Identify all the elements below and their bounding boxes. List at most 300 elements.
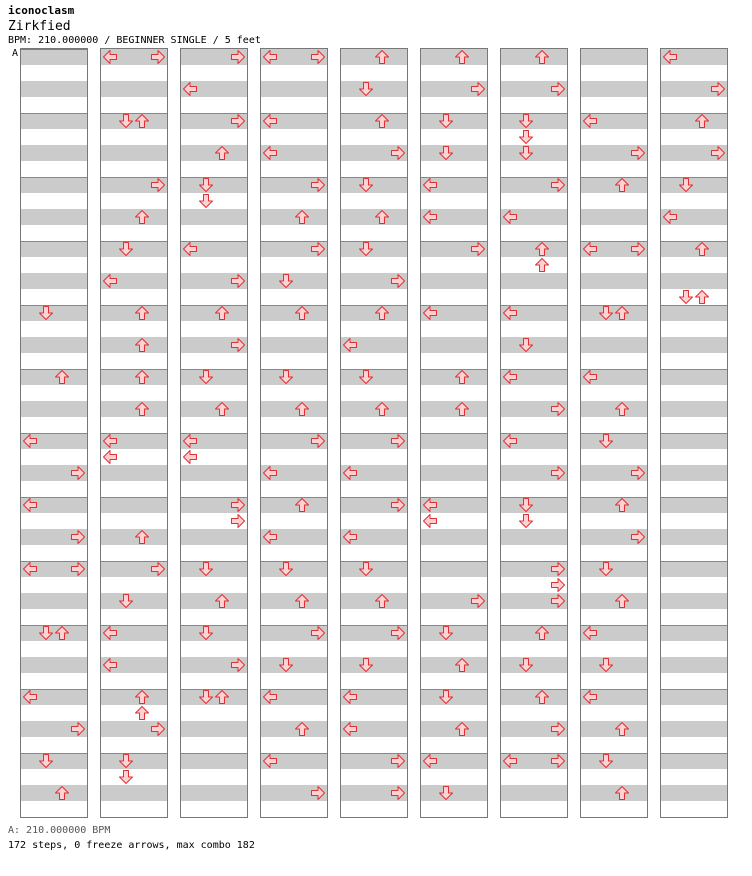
measure — [181, 177, 247, 241]
chart-column — [20, 48, 88, 818]
arrow-down-icon — [278, 561, 294, 577]
measure — [661, 753, 727, 817]
measure — [341, 177, 407, 241]
measure — [501, 753, 567, 817]
footer-bpm: A: 210.000000 BPM — [8, 825, 111, 836]
measure — [341, 753, 407, 817]
arrow-left-icon — [102, 657, 118, 673]
measure — [261, 689, 327, 753]
measure — [421, 177, 487, 241]
chart-column — [180, 48, 248, 818]
measure — [661, 497, 727, 561]
arrow-left-icon — [182, 81, 198, 97]
measure — [421, 625, 487, 689]
arrow-down-icon — [518, 513, 534, 529]
beat-band — [101, 497, 167, 513]
arrow-up-icon — [694, 289, 710, 305]
arrow-right-icon — [550, 401, 566, 417]
chart-column — [340, 48, 408, 818]
measure-line — [581, 433, 647, 434]
measure-line — [581, 753, 647, 754]
beat-band — [341, 81, 407, 97]
arrow-left-icon — [582, 241, 598, 257]
arrow-right-icon — [550, 177, 566, 193]
measure — [101, 49, 167, 113]
arrow-right-icon — [470, 593, 486, 609]
measure-line — [21, 753, 87, 754]
measure — [261, 753, 327, 817]
arrow-up-icon — [614, 401, 630, 417]
arrow-down-icon — [598, 561, 614, 577]
arrow-up-icon — [134, 401, 150, 417]
arrow-right-icon — [310, 177, 326, 193]
beat-band — [341, 657, 407, 673]
beat-band — [21, 401, 87, 417]
measure-line — [21, 241, 87, 242]
measure — [261, 497, 327, 561]
measure — [181, 689, 247, 753]
arrow-down-icon — [518, 497, 534, 513]
arrow-up-icon — [214, 593, 230, 609]
arrow-right-icon — [630, 529, 646, 545]
measure-line — [661, 753, 727, 754]
measure — [501, 497, 567, 561]
arrow-right-icon — [630, 145, 646, 161]
measure — [581, 369, 647, 433]
measure — [661, 305, 727, 369]
arrow-up-icon — [134, 305, 150, 321]
arrow-up-icon — [294, 401, 310, 417]
measure — [21, 177, 87, 241]
arrow-right-icon — [470, 241, 486, 257]
arrow-up-icon — [374, 113, 390, 129]
measure — [421, 689, 487, 753]
arrow-left-icon — [422, 305, 438, 321]
beat-band — [661, 785, 727, 801]
arrow-left-icon — [342, 721, 358, 737]
arrow-down-icon — [118, 769, 134, 785]
arrow-right-icon — [550, 561, 566, 577]
arrow-left-icon — [422, 513, 438, 529]
arrow-down-icon — [518, 145, 534, 161]
arrow-right-icon — [70, 465, 86, 481]
beat-band — [661, 305, 727, 321]
measure — [421, 369, 487, 433]
beat-band — [101, 241, 167, 257]
arrow-up-icon — [374, 305, 390, 321]
arrow-right-icon — [710, 145, 726, 161]
measure-line — [101, 497, 167, 498]
measure — [581, 625, 647, 689]
arrow-down-icon — [198, 689, 214, 705]
measure-line — [661, 177, 727, 178]
measure — [261, 241, 327, 305]
beat-band — [181, 625, 247, 641]
arrow-left-icon — [102, 49, 118, 65]
arrow-left-icon — [502, 433, 518, 449]
beat-band — [181, 209, 247, 225]
measure — [501, 241, 567, 305]
beat-band — [661, 561, 727, 577]
measure — [581, 497, 647, 561]
arrow-right-icon — [390, 753, 406, 769]
measure — [101, 625, 167, 689]
arrow-down-icon — [358, 561, 374, 577]
arrow-left-icon — [262, 145, 278, 161]
measure — [581, 241, 647, 305]
arrow-down-icon — [598, 753, 614, 769]
measure-line — [661, 433, 727, 434]
measure — [181, 241, 247, 305]
chart-column — [420, 48, 488, 818]
arrow-down-icon — [518, 129, 534, 145]
beat-band — [21, 177, 87, 193]
measure-line — [341, 561, 407, 562]
measure — [21, 433, 87, 497]
arrow-down-icon — [38, 625, 54, 641]
measure-line — [21, 177, 87, 178]
measure-line — [341, 241, 407, 242]
beat-band — [261, 561, 327, 577]
beat-band — [501, 273, 567, 289]
measure — [341, 305, 407, 369]
beat-band — [421, 433, 487, 449]
measure — [341, 241, 407, 305]
measure — [421, 753, 487, 817]
arrow-up-icon — [374, 401, 390, 417]
measure — [661, 49, 727, 113]
measure — [261, 305, 327, 369]
measure — [661, 369, 727, 433]
arrow-left-icon — [582, 369, 598, 385]
beat-band — [341, 561, 407, 577]
arrow-left-icon — [582, 625, 598, 641]
measure — [661, 561, 727, 625]
measure-line — [421, 561, 487, 562]
arrow-right-icon — [550, 577, 566, 593]
arrow-down-icon — [198, 193, 214, 209]
arrow-down-icon — [358, 657, 374, 673]
arrow-left-icon — [262, 689, 278, 705]
beat-band — [21, 305, 87, 321]
measure-line — [661, 561, 727, 562]
arrow-down-icon — [438, 625, 454, 641]
arrow-right-icon — [230, 273, 246, 289]
arrow-left-icon — [262, 753, 278, 769]
arrow-right-icon — [550, 465, 566, 481]
measure — [421, 49, 487, 113]
arrow-down-icon — [518, 657, 534, 673]
arrow-up-icon — [54, 369, 70, 385]
arrow-right-icon — [230, 513, 246, 529]
beat-band — [421, 529, 487, 545]
measure — [101, 689, 167, 753]
measure — [181, 625, 247, 689]
measure — [181, 49, 247, 113]
measure-line — [661, 625, 727, 626]
arrow-up-icon — [134, 337, 150, 353]
measure — [341, 49, 407, 113]
beat-band — [101, 753, 167, 769]
measure — [101, 753, 167, 817]
measure — [501, 177, 567, 241]
measure-line — [501, 497, 567, 498]
measure — [21, 113, 87, 177]
measure — [181, 497, 247, 561]
measure — [421, 497, 487, 561]
arrow-left-icon — [182, 241, 198, 257]
beat-band — [181, 465, 247, 481]
arrow-left-icon — [662, 209, 678, 225]
measure — [181, 433, 247, 497]
arrow-down-icon — [438, 689, 454, 705]
measure — [341, 369, 407, 433]
arrow-up-icon — [534, 625, 550, 641]
arrow-up-icon — [454, 369, 470, 385]
arrow-right-icon — [390, 497, 406, 513]
arrow-right-icon — [630, 465, 646, 481]
beat-band — [661, 721, 727, 737]
footer-stats: 172 steps, 0 freeze arrows, max combo 182 — [8, 840, 255, 851]
arrow-left-icon — [22, 497, 38, 513]
measure — [261, 561, 327, 625]
beat-band — [661, 753, 727, 769]
measure — [581, 753, 647, 817]
measure-line — [181, 753, 247, 754]
arrow-down-icon — [358, 177, 374, 193]
beat-band — [661, 465, 727, 481]
beat-band — [421, 689, 487, 705]
beat-band — [501, 113, 567, 129]
measure-line — [421, 433, 487, 434]
measure — [661, 625, 727, 689]
arrow-up-icon — [214, 305, 230, 321]
beat-band — [21, 241, 87, 257]
arrow-down-icon — [278, 657, 294, 673]
measure — [261, 49, 327, 113]
measure-line — [421, 113, 487, 114]
arrow-left-icon — [342, 689, 358, 705]
arrow-up-icon — [454, 657, 470, 673]
measure — [341, 497, 407, 561]
arrow-up-icon — [294, 721, 310, 737]
measure — [101, 369, 167, 433]
beat-band — [181, 753, 247, 769]
measure — [21, 689, 87, 753]
arrow-left-icon — [262, 49, 278, 65]
measure — [501, 689, 567, 753]
arrow-right-icon — [310, 625, 326, 641]
beat-band — [501, 145, 567, 161]
measure-line — [661, 369, 727, 370]
bpm-marker-label: A — [12, 48, 19, 59]
beat-band — [421, 113, 487, 129]
arrow-right-icon — [390, 273, 406, 289]
arrow-left-icon — [502, 753, 518, 769]
arrow-right-icon — [230, 49, 246, 65]
measure — [101, 497, 167, 561]
arrow-right-icon — [710, 81, 726, 97]
measure — [661, 177, 727, 241]
chart-column — [660, 48, 728, 818]
arrow-down-icon — [518, 113, 534, 129]
beat-band — [21, 209, 87, 225]
arrow-left-icon — [342, 465, 358, 481]
beat-band — [421, 625, 487, 641]
beat-band — [661, 369, 727, 385]
measure — [341, 689, 407, 753]
arrow-up-icon — [454, 49, 470, 65]
arrow-up-icon — [534, 257, 550, 273]
measure — [501, 49, 567, 113]
measure — [341, 561, 407, 625]
measure — [181, 561, 247, 625]
measure-line — [581, 561, 647, 562]
arrow-up-icon — [454, 721, 470, 737]
beat-band — [341, 177, 407, 193]
arrow-down-icon — [598, 305, 614, 321]
arrow-left-icon — [102, 273, 118, 289]
arrow-left-icon — [422, 497, 438, 513]
arrow-left-icon — [422, 177, 438, 193]
arrow-left-icon — [342, 529, 358, 545]
arrow-left-icon — [102, 449, 118, 465]
arrow-right-icon — [150, 721, 166, 737]
measure — [421, 113, 487, 177]
arrow-down-icon — [678, 289, 694, 305]
arrow-right-icon — [70, 529, 86, 545]
measure-line — [261, 561, 327, 562]
arrow-right-icon — [310, 49, 326, 65]
measure-line — [661, 497, 727, 498]
arrow-right-icon — [550, 593, 566, 609]
beat-band — [501, 785, 567, 801]
arrow-left-icon — [422, 753, 438, 769]
measure — [101, 177, 167, 241]
arrow-left-icon — [582, 689, 598, 705]
beat-band — [261, 273, 327, 289]
beat-band — [661, 529, 727, 545]
measure-line — [101, 753, 167, 754]
arrow-right-icon — [550, 753, 566, 769]
arrow-down-icon — [278, 369, 294, 385]
measure — [661, 689, 727, 753]
arrow-down-icon — [598, 433, 614, 449]
arrow-up-icon — [374, 49, 390, 65]
measure — [501, 625, 567, 689]
measure — [21, 305, 87, 369]
beat-band — [581, 433, 647, 449]
beat-band — [421, 273, 487, 289]
arrow-right-icon — [310, 433, 326, 449]
arrow-right-icon — [150, 49, 166, 65]
arrow-down-icon — [278, 273, 294, 289]
measure — [581, 433, 647, 497]
measure — [661, 433, 727, 497]
arrow-left-icon — [22, 433, 38, 449]
beat-band — [101, 593, 167, 609]
arrow-down-icon — [678, 177, 694, 193]
arrow-down-icon — [198, 369, 214, 385]
beat-band — [21, 49, 87, 65]
beat-band — [661, 657, 727, 673]
arrow-right-icon — [150, 177, 166, 193]
arrow-right-icon — [150, 561, 166, 577]
beat-band — [661, 337, 727, 353]
beat-band — [501, 337, 567, 353]
measure — [341, 113, 407, 177]
arrow-up-icon — [614, 497, 630, 513]
beat-band — [421, 465, 487, 481]
arrow-right-icon — [390, 433, 406, 449]
measure — [581, 689, 647, 753]
arrow-left-icon — [662, 49, 678, 65]
arrow-right-icon — [230, 657, 246, 673]
beat-band — [661, 497, 727, 513]
measure-line — [421, 689, 487, 690]
measure — [181, 113, 247, 177]
arrow-up-icon — [294, 593, 310, 609]
measure — [421, 241, 487, 305]
arrow-up-icon — [694, 113, 710, 129]
beat-band — [661, 689, 727, 705]
arrow-down-icon — [438, 113, 454, 129]
measure — [181, 753, 247, 817]
beat-band — [421, 145, 487, 161]
arrow-down-icon — [198, 177, 214, 193]
arrow-up-icon — [134, 209, 150, 225]
measure — [341, 625, 407, 689]
measure — [101, 305, 167, 369]
arrow-right-icon — [230, 337, 246, 353]
beat-band — [501, 497, 567, 513]
measure — [261, 369, 327, 433]
arrow-up-icon — [374, 209, 390, 225]
measure — [581, 305, 647, 369]
measure — [421, 561, 487, 625]
beat-band — [21, 81, 87, 97]
beat-band — [261, 657, 327, 673]
arrow-down-icon — [118, 113, 134, 129]
beat-band — [21, 593, 87, 609]
measure-line — [21, 305, 87, 306]
arrow-down-icon — [118, 753, 134, 769]
beat-band — [21, 657, 87, 673]
measure — [101, 113, 167, 177]
arrow-up-icon — [294, 305, 310, 321]
arrow-up-icon — [534, 689, 550, 705]
chart-column — [260, 48, 328, 818]
beat-band — [261, 369, 327, 385]
arrow-up-icon — [134, 113, 150, 129]
arrow-up-icon — [534, 49, 550, 65]
arrow-up-icon — [454, 401, 470, 417]
measure — [101, 241, 167, 305]
beat-band — [581, 273, 647, 289]
arrow-up-icon — [534, 241, 550, 257]
measure-line — [101, 241, 167, 242]
beat-band — [581, 49, 647, 65]
beat-band — [21, 273, 87, 289]
beat-band — [261, 81, 327, 97]
measure — [501, 369, 567, 433]
beat-band — [101, 465, 167, 481]
beat-band — [21, 145, 87, 161]
measure — [661, 113, 727, 177]
bpm-change-line — [21, 49, 88, 50]
measure — [21, 49, 87, 113]
beat-band — [661, 433, 727, 449]
